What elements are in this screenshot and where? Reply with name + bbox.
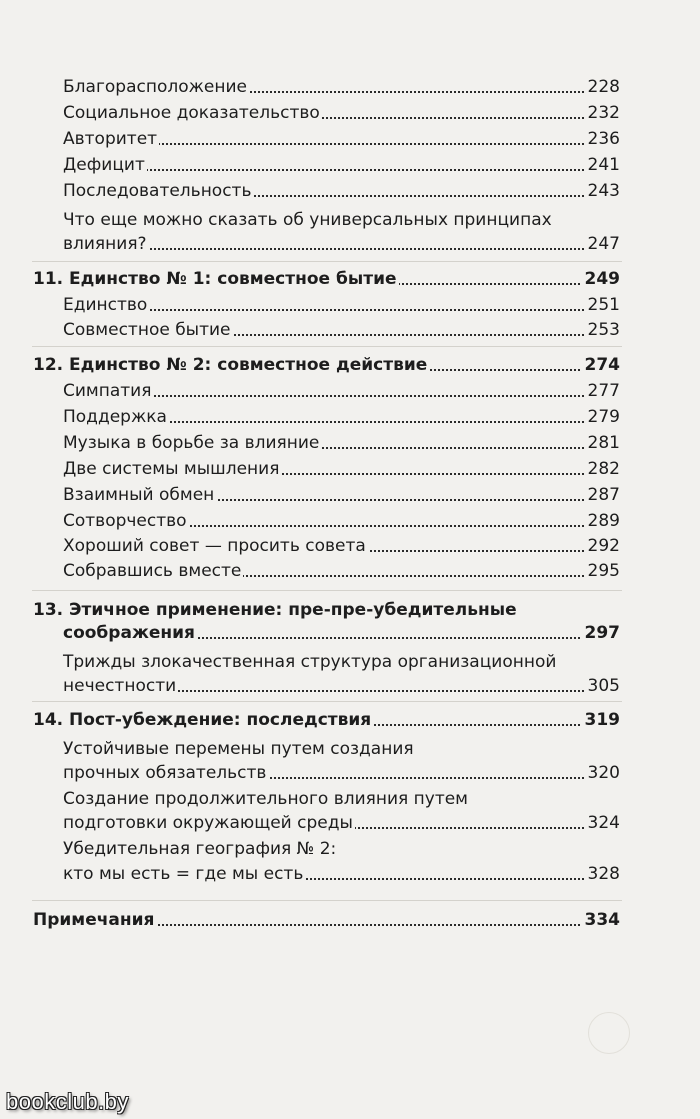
toc-entry-title: прочных обязательств (63, 763, 267, 783)
toc-entry-title: Две системы мышления (63, 459, 280, 479)
toc-chapter-title: 11. Единство № 1: совместное бытие (33, 269, 397, 289)
toc-entry-page: 232 (584, 102, 620, 124)
toc-entry (0, 531, 700, 557)
toc-entry-title: Хороший совет — просить совета (63, 536, 366, 556)
toc-chapter-title: 14. Пост-убеждение: последствия (33, 710, 372, 730)
toc-entry-title: Устойчивые перемены путем создания (63, 739, 414, 759)
toc-entry-title: Авторитет (63, 129, 158, 149)
toc-entry (0, 454, 700, 480)
toc-entry-page: 305 (584, 675, 620, 697)
toc-entry-title: Создание продолжительного влияния путем (63, 789, 469, 809)
toc-chapter-page: 297 (581, 622, 621, 644)
toc-entry-title: Взаимный обмен (63, 485, 215, 505)
toc-entry-title: Собравшись вместе (63, 561, 242, 581)
toc-entry-title: Дефицит (63, 155, 145, 175)
toc-entry (0, 671, 700, 697)
toc-chapter-page: 249 (581, 268, 621, 290)
toc-entry (0, 72, 700, 98)
toc-entry-title: Поддержка (63, 407, 167, 427)
toc-chapter (0, 350, 700, 376)
toc-entry-title: подготовки окружающей среды (63, 813, 353, 833)
toc-entry-page: 328 (584, 863, 620, 885)
section-divider (32, 590, 622, 591)
toc-entry (0, 506, 700, 532)
toc-entry-title: Последовательность (63, 181, 252, 201)
toc-chapter (0, 618, 700, 644)
toc-entry (0, 784, 700, 810)
toc-entry-title: Благорасположение (63, 77, 248, 97)
section-divider (32, 346, 622, 347)
toc-entry-page: 289 (584, 510, 620, 532)
toc-entry-page: 243 (584, 180, 620, 202)
toc-entry-page: 251 (584, 294, 620, 316)
toc-entry (0, 808, 700, 834)
toc-entry-page: 241 (584, 154, 620, 176)
toc-entry (0, 376, 700, 402)
toc-entry-page: 236 (584, 128, 620, 150)
toc-chapter-title: соображения (63, 623, 195, 643)
toc-entry (0, 647, 700, 673)
toc-entry-page: 320 (584, 762, 620, 784)
toc-entry (0, 205, 700, 231)
toc-entry-title: влияния? (63, 234, 147, 254)
toc-entry-title: Социальное доказательство (63, 103, 320, 123)
toc-entry (0, 315, 700, 341)
toc-entry-page: 287 (584, 484, 620, 506)
toc-entry-title: Сотворчество (63, 511, 187, 531)
toc-entry (0, 428, 700, 454)
toc-entry (0, 150, 700, 176)
toc-entry (0, 98, 700, 124)
toc-entry-title: Музыка в борьбе за влияние (63, 433, 320, 453)
toc-entry-page: 277 (584, 380, 620, 402)
toc-entry-title: Убедительная география № 2: (63, 839, 337, 859)
toc-entry (0, 734, 700, 760)
section-divider (32, 701, 622, 702)
section-divider (32, 900, 622, 901)
toc-chapter-page: 274 (581, 354, 621, 376)
watermark: bookclub.by (6, 1089, 129, 1114)
toc-entry (0, 859, 700, 885)
toc-entry-title: Что еще можно сказать об универсальных принципах (63, 210, 552, 230)
toc-entry (0, 402, 700, 428)
toc-chapter (0, 705, 700, 731)
toc-entry-page: 295 (584, 560, 620, 582)
toc-entry-page: 253 (584, 319, 620, 341)
toc-entry-title: Единство (63, 295, 148, 315)
toc-entry-title: Совместное бытие (63, 320, 231, 340)
toc-entry-page: 279 (584, 406, 620, 428)
toc-entry (0, 124, 700, 150)
toc-entry (0, 290, 700, 316)
toc-entry (0, 556, 700, 582)
toc-chapter-page: 334 (581, 909, 621, 931)
toc-entry (0, 834, 700, 860)
toc-entry (0, 176, 700, 202)
toc-chapter-title: Примечания (33, 910, 155, 930)
toc-chapter (0, 264, 700, 290)
toc-chapter-title: 13. Этичное применение: пре-пре-убедительные (33, 600, 517, 620)
toc-entry-page: 282 (584, 458, 620, 480)
toc-entry (0, 758, 700, 784)
toc-entry-page: 324 (584, 812, 620, 834)
toc-entry-title: кто мы есть = где мы есть (63, 864, 304, 884)
bleed-through-circle (588, 1012, 630, 1054)
toc-entry-page: 228 (584, 76, 620, 98)
toc-entry (0, 229, 700, 255)
toc-entry-title: Симпатия (63, 381, 152, 401)
toc-chapter-title: 12. Единство № 2: совместное действие (33, 355, 428, 375)
toc-entry-page: 247 (584, 233, 620, 255)
section-divider (32, 261, 622, 262)
toc-chapter (0, 905, 700, 931)
toc-chapter-page: 319 (581, 709, 621, 731)
toc-entry (0, 480, 700, 506)
toc-entry-page: 292 (584, 535, 620, 557)
toc-entry-title: Трижды злокачественная структура организационной (63, 652, 557, 672)
toc-entry-page: 281 (584, 432, 620, 454)
toc-entry-title: нечестности (63, 676, 177, 696)
